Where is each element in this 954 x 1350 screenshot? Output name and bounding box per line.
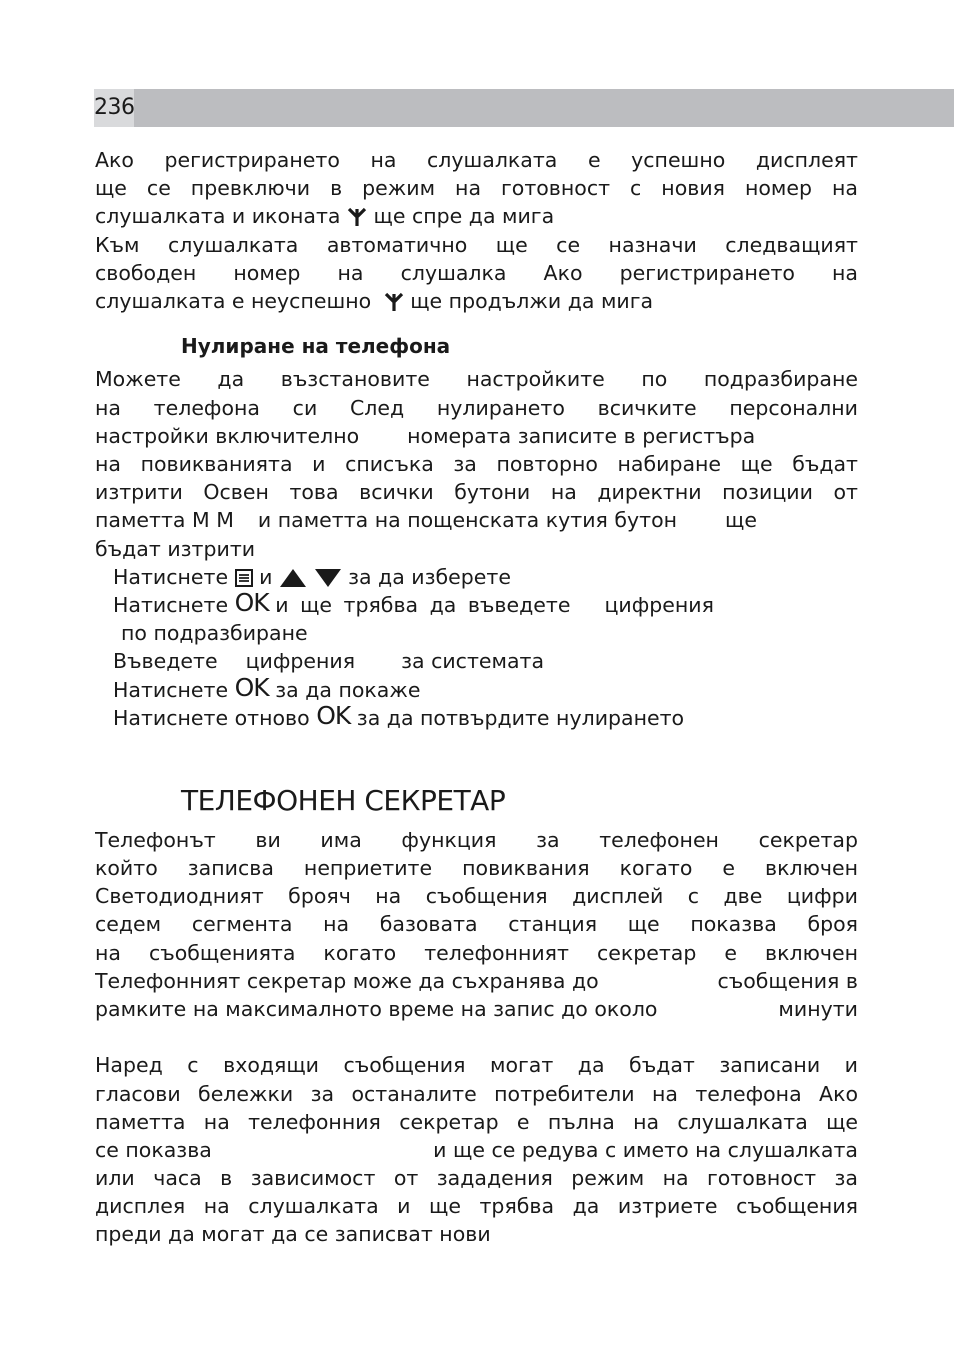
down-arrow-icon <box>314 568 342 588</box>
text-line: на съобщенията когато телефонният секретар е включен <box>95 941 858 965</box>
text-line: Телефонът ви има функция за телефонен секретар <box>95 828 858 852</box>
text-segment: номерата записите в регистъра <box>407 424 756 448</box>
text-line <box>95 287 858 315</box>
text-line: бъдат изтрити <box>95 537 256 561</box>
text-line <box>95 1136 858 1164</box>
section-title: ТЕЛЕФОНЕН СЕКРЕТАР <box>181 784 506 817</box>
ok-key-label: OK <box>234 591 269 617</box>
text-line: паметта на телефонния секретар е пълна на слушалката ще <box>95 1110 858 1134</box>
text-line: Можете да възстановите настройките по подразбиране <box>95 367 858 391</box>
text-segment: Телефонният секретар може да съхранява до <box>95 969 599 993</box>
text-segment: Въведете <box>113 649 218 673</box>
text-segment: и ще се редува с името на слушалката <box>433 1138 858 1162</box>
text-line: на повикванията и списъка за повторно набиране ще бъдат <box>95 452 858 476</box>
text-segment: ще спре да мига <box>373 204 555 228</box>
text-segment: за да изберете <box>348 565 511 589</box>
antenna-icon <box>384 292 404 312</box>
step-line <box>113 647 858 675</box>
text-line: изтрити Освен това всички бутони на директни позиции от <box>95 480 858 504</box>
text-segment: Натиснете <box>113 593 229 617</box>
text-line <box>95 995 858 1023</box>
text-segment: ще продължи да мига <box>410 289 654 313</box>
text-line: дисплея на слушалката и ще трябва да изтриете съобщения <box>95 1194 858 1218</box>
text-segment: Натиснете <box>113 678 229 702</box>
menu-icon <box>235 569 253 587</box>
text-segment: за да потвърдите нулирането <box>356 706 685 730</box>
text-line: Светодиодният брояч на съобщения дисплей с две цифри <box>95 884 858 908</box>
text-segment: съобщения в <box>717 969 858 993</box>
page-number: 236 <box>94 89 134 127</box>
step-line <box>113 563 858 591</box>
text-segment: и паметта на пощенската кутия бутон <box>257 508 678 532</box>
text-line: преди да могат да се записват нови <box>95 1222 491 1246</box>
text-segment: рамките на максималното време на запис до около <box>95 997 658 1021</box>
text-segment: цифрения <box>604 593 714 617</box>
text-segment: за системата <box>401 649 545 673</box>
text-line: свободен номер на слушалка Ако регистрирането на <box>95 261 858 285</box>
text-line <box>95 202 858 230</box>
text-segment: Натиснете отново <box>113 706 310 730</box>
text-line <box>95 506 858 534</box>
text-segment: настройки включително <box>95 424 360 448</box>
text-line: гласови бележки за останалите потребители на телефона Ако <box>95 1082 858 1106</box>
ok-key-label: OK <box>316 704 351 730</box>
step-line <box>113 676 858 704</box>
step-line <box>113 591 858 619</box>
step-line: по подразбиране <box>121 621 308 645</box>
text-line: който записва неприетите повиквания когато е включен <box>95 856 858 880</box>
text-line: Наред с входящи съобщения могат да бъдат записани и <box>95 1053 858 1077</box>
text-segment: слушалката и иконата <box>95 204 341 228</box>
text-segment: слушалката е неуспешно <box>95 289 372 313</box>
text-segment: цифрения <box>245 649 356 673</box>
header-bar <box>94 89 954 127</box>
text-line: Към слушалката автоматично ще се назначи следващият <box>95 233 858 257</box>
text-segment: и <box>259 565 273 589</box>
step-line <box>113 704 858 732</box>
text-line: Ако регистрирането на слушалката е успешно дисплеят <box>95 148 858 172</box>
text-segment: ще <box>725 508 757 532</box>
up-arrow-icon <box>279 568 307 588</box>
text-line <box>95 967 858 995</box>
text-segment: за да покаже <box>275 678 421 702</box>
text-line: на телефона си След нулирането всичките персонални <box>95 396 858 420</box>
text-line <box>95 422 858 450</box>
ok-key-label: OK <box>234 676 269 702</box>
text-segment: паметта М М <box>95 508 234 532</box>
text-segment: Натиснете <box>113 565 229 589</box>
text-line: седем сегмента на базовата станция ще показва броя <box>95 912 858 936</box>
text-segment: и ще трябва да въведете <box>275 593 571 617</box>
section-subheading: Нулиране на телефона <box>181 334 451 358</box>
text-segment: минути <box>778 997 858 1021</box>
text-segment: се показва <box>95 1138 212 1162</box>
text-line: или часа в зависимост от зададения режим на готовност за <box>95 1166 858 1190</box>
text-line: ще се превключи в режим на готовност с новия номер на <box>95 176 858 200</box>
antenna-icon <box>347 207 367 227</box>
